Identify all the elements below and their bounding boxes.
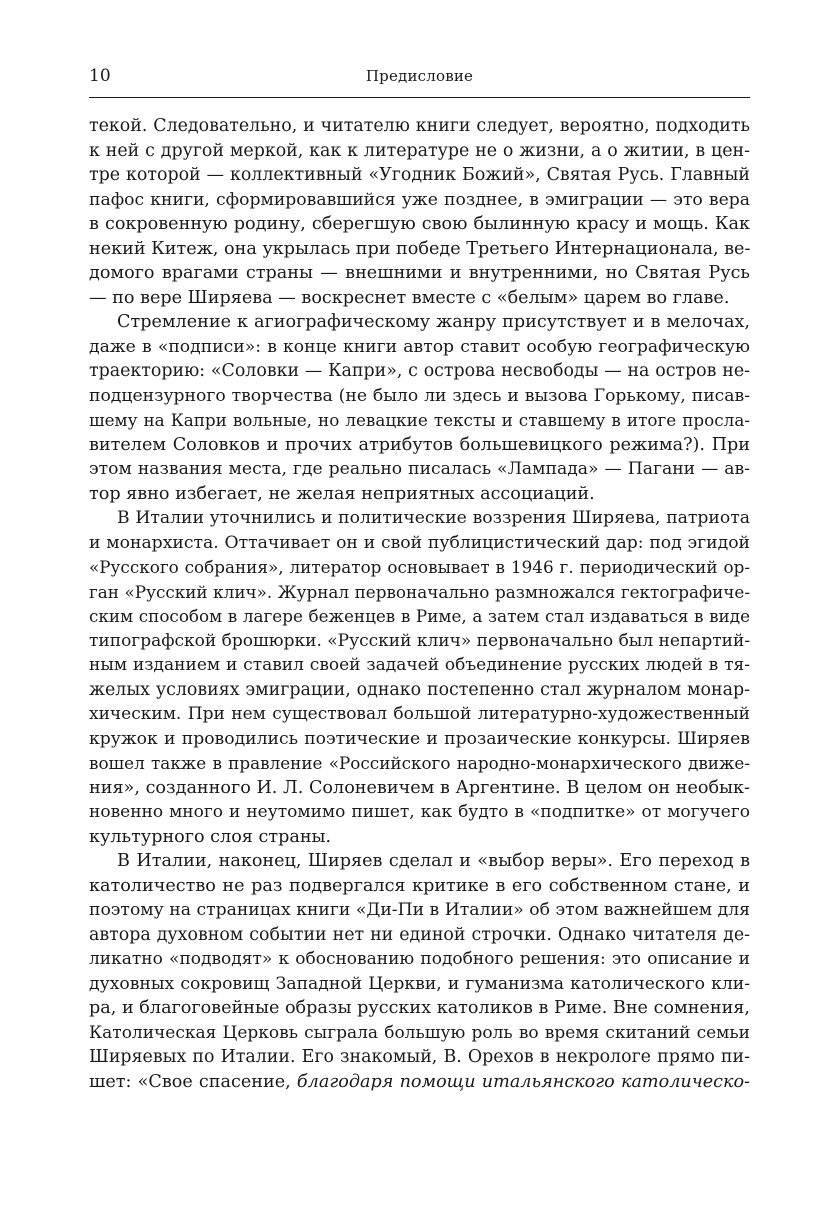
text-line: Католическая Церковь сыграла большую роль во время скитаний семьи bbox=[89, 1022, 750, 1043]
text-line: даже в «подписи»: в конце книги автор ставит особую географическую bbox=[89, 336, 750, 357]
body-text bbox=[89, 114, 750, 1094]
text-line: шему на Капри вольные, но левацкие тексты и ставшему в итоге просла- bbox=[89, 410, 750, 430]
running-title: Предисловие bbox=[365, 67, 474, 85]
paragraph-first-line: В Италии, наконец, Ширяев сделал и «выбор веры». Его переход в bbox=[117, 851, 750, 871]
text-line: «Русского собрания», литератор основывает в 1946 г. периодический ор- bbox=[89, 557, 750, 577]
text-line: поэтому на страницах книги «Ди-Пи в Италии» об этом важнейшем для bbox=[89, 900, 750, 920]
text-line: Ширяевых по Италии. Его знакомый, В. Орехов в некрологе прямо пи- bbox=[89, 1047, 750, 1067]
text-line: кружок и проводились поэтические и прозаические конкурсы. Ширяев bbox=[89, 728, 750, 749]
text-line: католичество не раз подвергался критике в его собственном стане, и bbox=[89, 875, 750, 896]
text-line: тор явно избегает, не желая неприятных ассоциаций. bbox=[89, 483, 595, 504]
text-line: желых условиях эмиграции, однако постепенно стал журналом монар- bbox=[89, 679, 750, 700]
text-line: — по вере Ширяева — воскреснет вместе с «белым» царем во главе. bbox=[89, 287, 730, 308]
italic-quote: благодаря помощи итальянского католическо- bbox=[296, 1071, 750, 1092]
text-line: и монархиста. Оттачивает он и свой публицистический дар: под эгидой bbox=[89, 532, 750, 553]
paragraph-first-line: Стремление к агиографическому жанру присутствует и в мелочах, bbox=[117, 312, 750, 332]
text-line: домого врагами страны — внешними и внутренними, но Святая Русь bbox=[89, 263, 750, 283]
text-line: новенно много и неутомимо пишет, как будто в «подпитке» от могучего bbox=[89, 802, 750, 822]
text-line: вителем Соловков и прочих атрибутов большевицкого режима?). При bbox=[89, 434, 750, 455]
text-line-with-italic bbox=[89, 1070, 750, 1095]
text-line: вошел также в правление «Российского народно-монархического движе- bbox=[89, 753, 750, 773]
text-line: траекторию: «Соловки — Капри», с острова несвободы — на остров не- bbox=[89, 361, 750, 381]
text-line: тре которой — коллективный «Угодник Божий», Святая Русь. Главный bbox=[89, 165, 750, 185]
text-line: пафос книги, сформировавшийся уже позднее, в эмиграции — это вера bbox=[89, 189, 750, 210]
page-number: 10 bbox=[89, 66, 111, 86]
text-line: текой. Следовательно, и читателю книги следует, вероятно, подходить bbox=[89, 116, 750, 136]
text-line: духовных сокровищ Западной Церкви, и гуманизма католического кли- bbox=[89, 973, 750, 994]
text-line: хическим. При нем существовал большой литературно-художественный bbox=[89, 704, 750, 724]
paragraph-first-line: В Италии уточнились и политические воззрения Ширяева, патриота bbox=[117, 508, 750, 528]
text-line: некий Китеж, она укрылась при победе Третьего Интернационала, ве- bbox=[89, 238, 750, 259]
text-line: ган «Русский клич». Журнал первоначально размножался гектографиче- bbox=[89, 581, 750, 602]
text-line: культурного слоя страны. bbox=[89, 826, 332, 847]
text-line-roman-part: шет: «Свое спасение, bbox=[89, 1071, 297, 1092]
text-line: подцензурного творчества (не было ли здесь и вызова Горькому, писав- bbox=[89, 385, 750, 406]
text-line: этом названия места, где реально писалась «Лампада» — Пагани — ав- bbox=[89, 459, 750, 479]
text-line: ния», созданного И. Л. Солоневичем в Аргентине. В целом он необык- bbox=[89, 777, 750, 798]
text-line: ра, и благоговейные образы русских католиков в Риме. Вне сомнения, bbox=[89, 998, 750, 1018]
text-line: типографской брошюрки. «Русский клич» первоначально был непартий- bbox=[89, 630, 750, 651]
page-header bbox=[89, 62, 750, 98]
text-line: ским способом в лагере беженцев в Риме, а затем стал издаваться в виде bbox=[89, 606, 750, 626]
text-line: автора духовном событии нет ни единой строчки. Однако читателя де- bbox=[89, 924, 750, 945]
text-line: ликатно «подводят» к обоснованию подобного решения: это описание и bbox=[89, 949, 750, 969]
text-line: в сокровенную родину, сберегшую свою былинную красу и мощь. Как bbox=[89, 214, 750, 234]
text-line: ным изданием и ставил своей задачей объединение русских людей в тя- bbox=[89, 655, 750, 675]
text-line: к ней с другой меркой, как к литературе не о жизни, а о житии, в цен- bbox=[89, 140, 750, 161]
